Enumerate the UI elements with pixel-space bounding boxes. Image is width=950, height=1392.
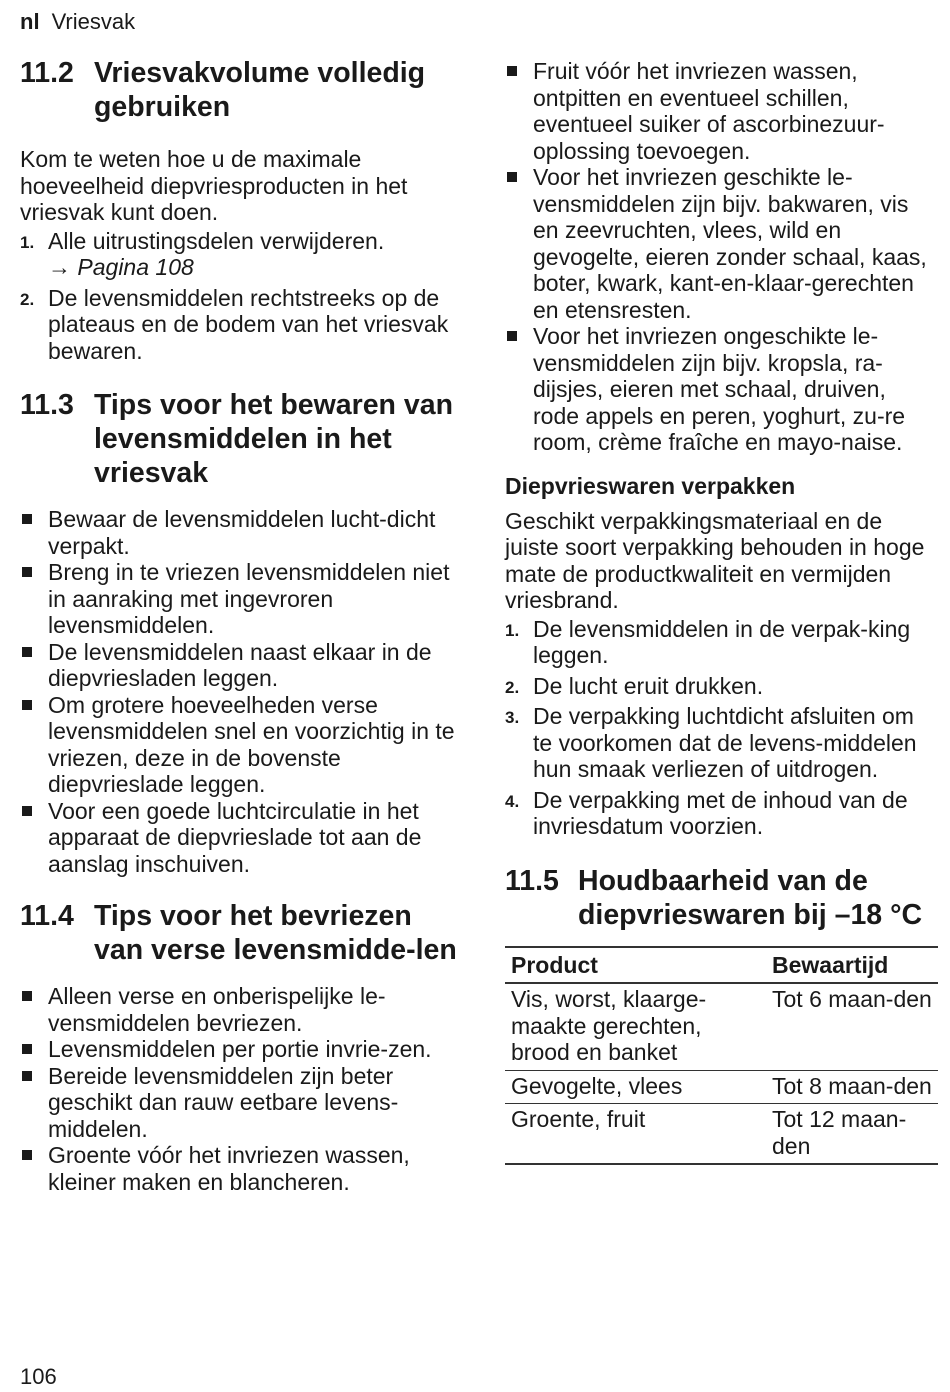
storage-table xyxy=(505,946,938,1166)
heading-11-5 xyxy=(505,864,938,932)
list-item: Alleen verse en onberispelijke le-vensmiddelen bevriezen. xyxy=(20,983,460,1036)
heading-11-3 xyxy=(20,388,460,490)
table-header-row xyxy=(505,947,938,984)
heading-title: Tips voor het bewaren van levensmiddelen in het vriesvak xyxy=(94,389,453,489)
list-item: Fruit vóór het invriezen wassen, ontpitten en eventueel schillen, eventueel suiker of ascorbinezuur-oplossing toevoegen. xyxy=(505,58,938,164)
list-item: De levensmiddelen naast elkaar in de diepvriesladen leggen. xyxy=(20,639,460,692)
table-row xyxy=(505,1104,938,1165)
list-item: Breng in te vriezen levensmiddelen niet in aanraking met ingevroren levensmiddelen. xyxy=(20,559,460,639)
step-text: De verpakking luchtdicht afsluiten om te voorkomen dat de levens-middelen hun smaak verliezen of uitdrogen. xyxy=(533,703,917,782)
table-row xyxy=(505,983,938,1070)
steps-list xyxy=(20,228,460,365)
heading-number: 11.2 xyxy=(20,57,74,89)
table-cell: Tot 8 maan-den xyxy=(766,1070,938,1104)
language-code: nl xyxy=(20,9,40,34)
list-item: Bewaar de levensmiddelen lucht-dicht verpakt. xyxy=(20,506,460,559)
step-text: De levensmiddelen in de verpak-king leggen. xyxy=(533,615,911,668)
step-number: 4. xyxy=(505,791,520,811)
step-text: De verpakking met de inhoud van de invriesdatum voorzien. xyxy=(533,786,908,839)
step-number: 1. xyxy=(20,232,35,252)
page-number: 106 xyxy=(20,1364,57,1389)
left-column xyxy=(20,56,460,1195)
heading-number: 11.4 xyxy=(20,900,74,932)
subheading-packing: Diepvrieswaren verpakken xyxy=(505,472,796,499)
page-reference-link[interactable]: → Pagina 108 xyxy=(48,254,194,280)
bullet-list xyxy=(20,983,460,1195)
column-header-product: Product xyxy=(505,947,766,984)
bullet-list-continued xyxy=(505,58,938,456)
table-cell: Gevogelte, vlees xyxy=(505,1070,766,1104)
list-item: Voor het invriezen ongeschikte le-vensmiddelen zijn bijv. kropsla, ra-dijsjes, eieren met schaal, druiven, rode appels en peren, yoghurt, zu-re room, crème fraîche en mayo-naise. xyxy=(505,323,938,456)
bullet-list xyxy=(20,506,460,877)
list-item: Om grotere hoeveelheden verse levensmiddelen snel en voorzichtig in te vriezen, deze in de bovenste diepvrieslade leggen. xyxy=(20,692,460,798)
list-item: Groente vóór het invriezen wassen, kleiner maken en blancheren. xyxy=(20,1142,460,1195)
packing-intro: Geschikt verpakkingsmateriaal en de juiste soort verpakking behouden in hoge mate de productkwaliteit en vermijden vriesbrand. xyxy=(505,507,925,613)
table-cell: Tot 6 maan-den xyxy=(766,983,938,1070)
step-item xyxy=(505,673,938,700)
list-item: Voor een goede luchtcirculatie in het apparaat de diepvrieslade tot aan de aanslag inschuiven. xyxy=(20,798,460,878)
table-cell: Vis, worst, klaarge-maakte gerechten, brood en banket xyxy=(505,983,766,1070)
list-item: Levensmiddelen per portie invrie-zen. xyxy=(20,1036,460,1063)
packing-steps-list xyxy=(505,616,938,840)
step-item xyxy=(505,616,938,669)
list-item: Bereide levensmiddelen zijn beter geschikt dan rauw eetbare levens-middelen. xyxy=(20,1063,460,1143)
step-item xyxy=(20,285,460,365)
heading-title: Vriesvakvolume volledig gebruiken xyxy=(94,57,426,123)
step-number: 3. xyxy=(505,708,520,727)
heading-11-2 xyxy=(20,56,460,124)
table-cell: Groente, fruit xyxy=(505,1104,766,1165)
table-row xyxy=(505,1070,938,1104)
step-item xyxy=(20,228,460,281)
heading-number: 11.3 xyxy=(20,389,74,421)
table-cell: Tot 12 maan-den xyxy=(766,1104,938,1165)
step-number: 2. xyxy=(20,289,35,309)
heading-title: Tips voor het bevriezen van verse levensmidde-len xyxy=(94,900,457,966)
page-header xyxy=(20,8,135,36)
heading-number: 11.5 xyxy=(505,864,559,897)
heading-11-4 xyxy=(20,899,460,967)
step-number: 1. xyxy=(505,620,520,640)
step-item xyxy=(505,787,938,840)
step-text: Alle uitrustingsdelen verwijderen. xyxy=(48,227,385,254)
step-number: 2. xyxy=(505,677,520,697)
right-column xyxy=(505,58,938,1165)
step-text: De lucht eruit drukken. xyxy=(533,672,764,699)
section-name: Vriesvak xyxy=(51,9,136,34)
step-text: De levensmiddelen rechtstreeks op de plateaus en de bodem van het vriesvak bewaren. xyxy=(48,284,449,364)
list-item: Voor het invriezen geschikte le-vensmiddelen zijn bijv. bakwaren, vis en zeevruchten, vlees, wild en gevogelte, eieren zonder schaal, kaas, boter, kwark, kant-en-klaar-gerechten en etensresten. xyxy=(505,164,938,323)
column-header-storage-time: Bewaartijd xyxy=(766,947,938,984)
intro-text: Kom te weten hoe u de maximale hoeveelheid diepvriesproducten in het vriesvak kunt doen. xyxy=(20,146,408,225)
heading-title: Houdbaarheid van de diepvrieswaren bij –18 °C xyxy=(578,864,923,931)
step-item xyxy=(505,703,938,783)
